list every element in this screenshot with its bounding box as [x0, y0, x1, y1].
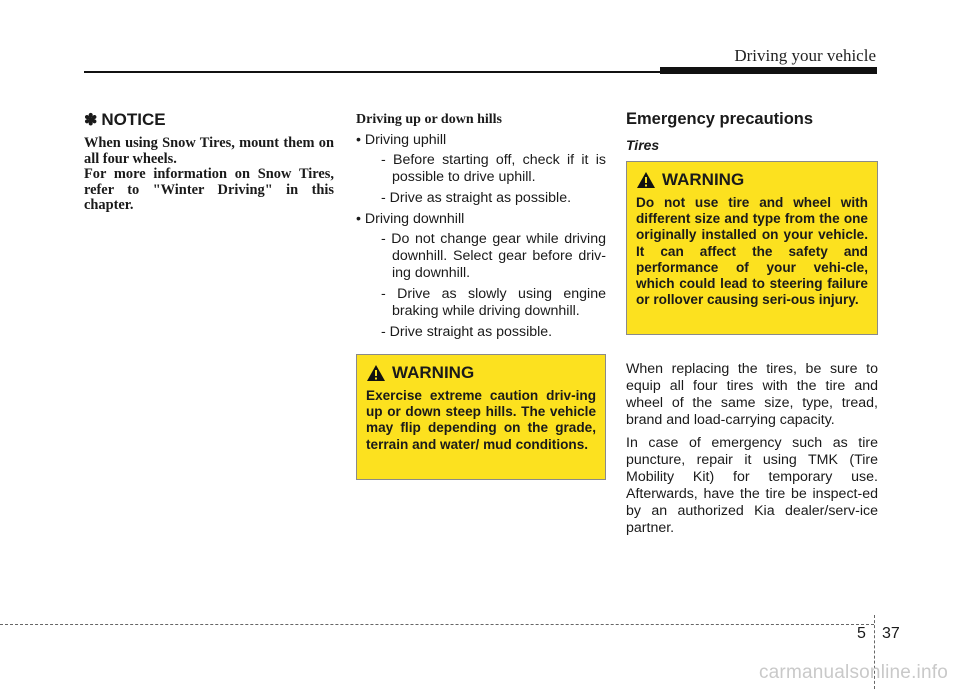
warning-triangle-icon	[366, 364, 386, 382]
column-emergency	[626, 110, 878, 543]
sub-item: - Drive as straight as possible.	[381, 190, 572, 206]
notice-heading	[84, 110, 334, 130]
page-number: 37	[882, 625, 900, 642]
body-paragraph: In case of emergency such as tire puncture, repair it using TMK (Tire Mobility Kit) for temporary use. Afterwards, have the tire be inspect-ed by an authorized Kia dealer/serv-ice partner.	[626, 435, 878, 536]
notice-title: NOTICE	[101, 110, 166, 129]
watermark: carmanualsonline.info	[758, 662, 948, 683]
section-heading-hills: Driving up or down hills	[356, 112, 503, 127]
section-heading-emergency: Emergency precautions	[626, 110, 814, 128]
page-header-title: Driving your vehicle	[734, 46, 876, 65]
warning-text: Do not use tire and wheel with different size and type from the one originally installed on your vehicle. It can affect the safety and performance of your vehi-cle, which could lead to steering failure or rollover causing seri-ous injury.	[636, 195, 868, 308]
sub-item: - Drive straight as possible.	[381, 324, 553, 340]
bullet-uphill: • Driving uphill	[356, 132, 447, 148]
header-rule-thin	[84, 71, 660, 73]
subsection-heading-tires: Tires	[626, 137, 660, 153]
footer-dashed-rule	[0, 624, 874, 625]
notice-star-icon: ✽	[84, 112, 98, 129]
column-notice	[84, 110, 334, 214]
notice-paragraph: For more information on Snow Tires, refer to "Winter Driving" in this chapter.	[84, 166, 334, 213]
chapter-number: 5	[857, 625, 866, 642]
warning-title: WARNING	[662, 170, 745, 189]
warning-box-tires	[626, 161, 878, 335]
warning-text: Exercise extreme caution driv-ing up or down steep hills. The vehicle may flip depending on the grade, terrain and water/ mud conditions.	[366, 388, 596, 452]
warning-title: WARNING	[392, 363, 475, 382]
notice-paragraph: When using Snow Tires, mount them on all four wheels.	[84, 135, 334, 167]
body-paragraph: When replacing the tires, be sure to equip all four tires with the tire and wheel of the same size, type, tread, brand and load-carrying capacity.	[626, 361, 878, 428]
header-rule-thick	[660, 67, 877, 74]
sub-item: - Drive as slowly using engine braking while driving downhill.	[381, 286, 606, 319]
column-hills	[356, 110, 606, 480]
sub-item: - Do not change gear while driving downhill. Select gear before driv-ing downhill.	[381, 231, 606, 281]
warning-box-hills	[356, 354, 606, 480]
bullet-downhill: • Driving downhill	[356, 211, 465, 227]
warning-triangle-icon	[636, 171, 656, 189]
sub-item: - Before starting off, check if it is possible to drive uphill.	[381, 152, 606, 185]
notice-body	[84, 136, 334, 214]
